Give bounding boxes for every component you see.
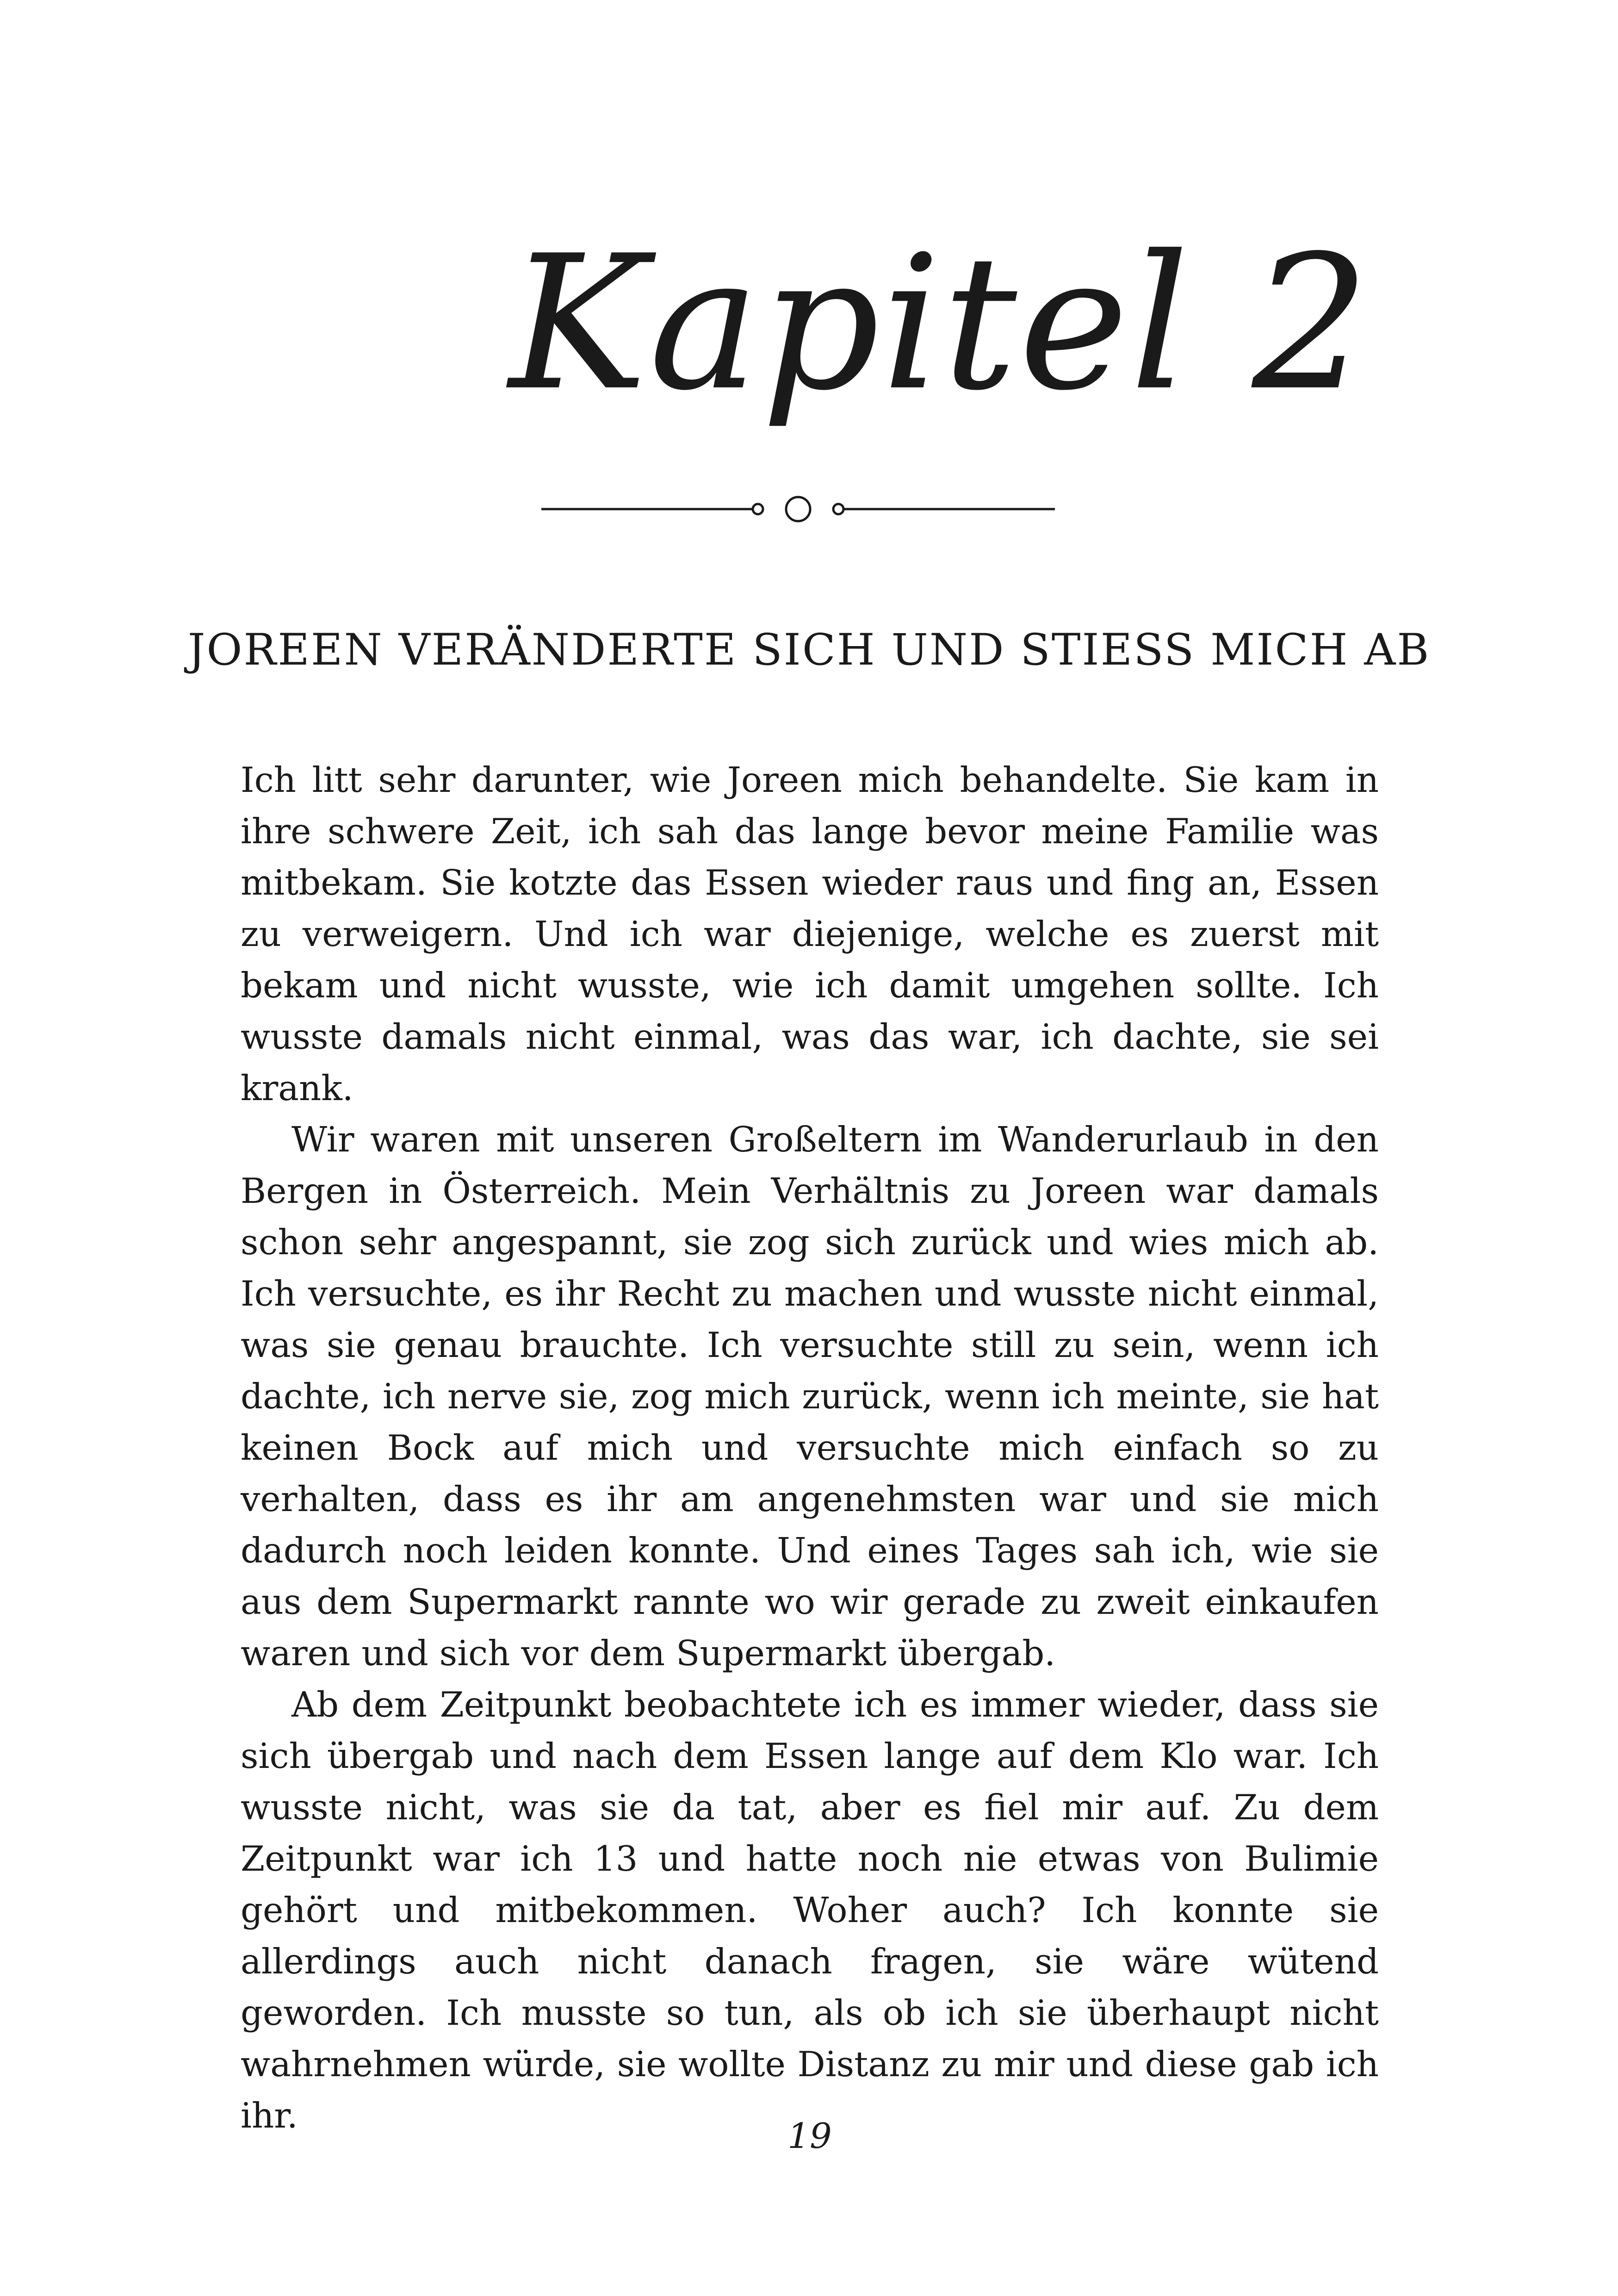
chapter-subtitle: JOREEN VERÄNDERTE SICH UND STIESS MICH AB xyxy=(187,625,1431,675)
chapter-body xyxy=(241,754,1379,2141)
body-paragraph: Ab dem Zeitpunkt beobachtete ich es immer wieder, dass sie sich übergab und nach dem Essen lange auf dem Klo war. Ich wusste nicht, was sie da tat, aber es fiel mir auf. Zu dem Zeitpunkt war ich 13 und hatte noch nie etwas von Bulimie gehört und mitbekommen. Woher auch? Ich konnte sie allerdings auch nicht danach fragen, sie wäre wütend geworden. Ich musste so tun, als ob ich sie überhaupt nicht wahrnehmen würde, sie wollte Distanz zu mir und diese gab ich ihr. xyxy=(241,1684,1379,2136)
divider-circle-ornament-icon xyxy=(541,491,1055,528)
page-number: 19 xyxy=(787,2116,832,2156)
body-paragraph: Wir waren mit unseren Großeltern im Wanderurlaub in den Bergen in Österreich. Mein Verhältnis zu Joreen war damals schon sehr angespannt, sie zog sich zurück und wies mich ab. Ich versuchte, es ihr Recht zu machen und wusste nicht einmal, was sie genau brauchte. Ich versuchte still zu sein, wenn ich dachte, ich nerve sie, zog mich zurück, wenn ich meinte, sie hat keinen Bock auf mich und versuchte mich einfach so zu verhalten, dass es ihr am angenehmsten war und sie mich dadurch noch leiden konnte. Und eines Tages sah ich, wie sie aus dem Supermarkt rannte wo wir gerade zu zweit einkaufen waren und sich vor dem Supermarkt übergab. xyxy=(241,1119,1379,1674)
body-paragraph: Ich litt sehr darunter, wie Joreen mich behandelte. Sie kam in ihre schwere Zeit, ich sah das lange bevor meine Familie was mitbekam. Sie kotzte das Essen wieder raus und fing an, Essen zu verweigern. Und ich war diejenige, welche es zuerst mit bekam und nicht wusste, wie ich damit umgehen sollte. Ich wusste damals nicht einmal, was das war, ich dachte, sie sei krank. xyxy=(241,759,1379,1108)
chapter-title: Kapitel 2 xyxy=(509,216,1372,431)
